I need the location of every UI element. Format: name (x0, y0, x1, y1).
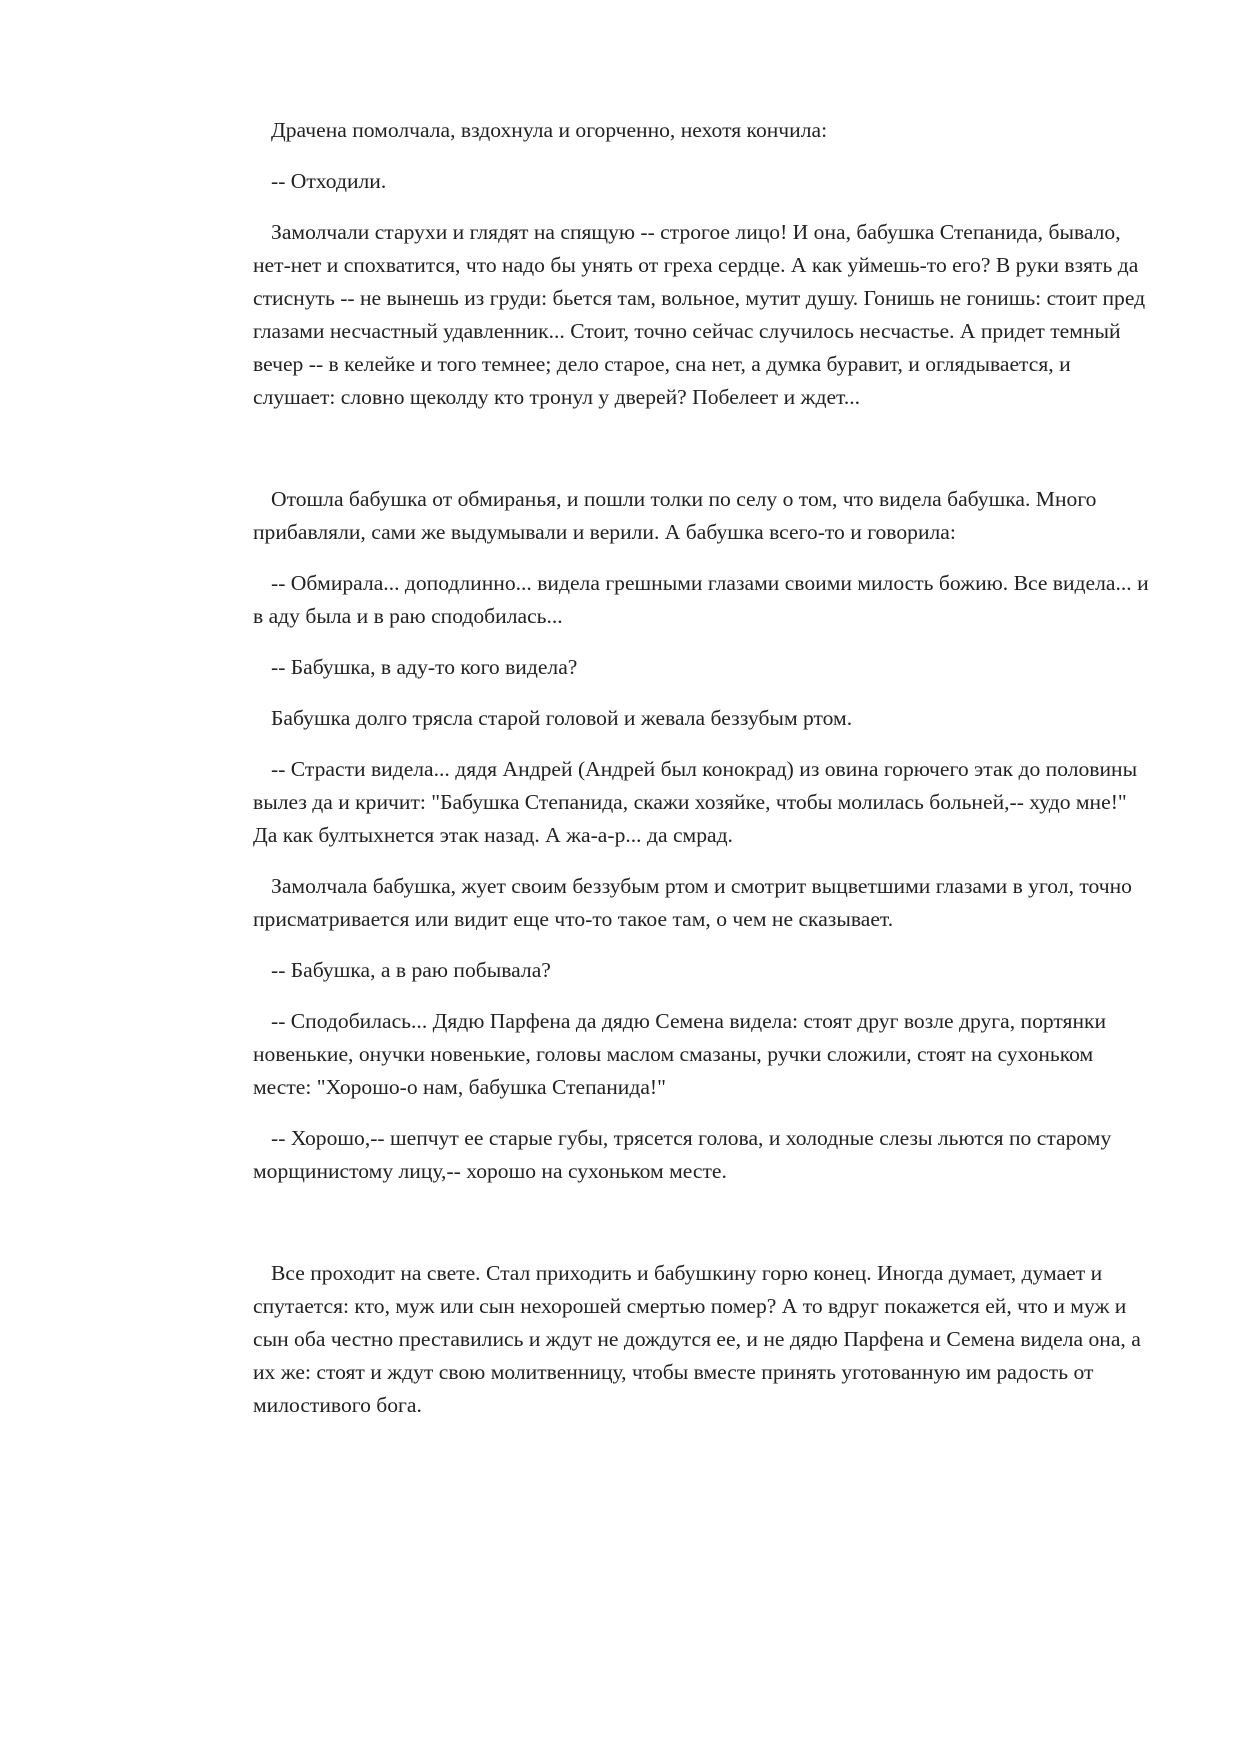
paragraph: -- Сподобилась... Дядю Парфена да дядю Семена видела: стоят друг возле друга, портянки новенькие, онучки новенькие, головы маслом смазаны, ручки сложили, стоят на сухоньком месте: "Хорошо-о нам, бабушка Степанида!" (253, 1009, 1107, 1099)
paragraph: Замолчали старухи и глядят на спящую -- строгое лицо! И она, бабушка Степанида, бывало, нет-нет и спохватится, что надо бы унять от греха сердце. А как уймешь-то его? В руки взять да стиснуть -- не вынешь из груди: бьется там, вольное, мутит душу. Гонишь не гонишь: стоит пред глазами несчастный удавленник... Стоит, точно сейчас случилось несчастье. А придет темный вечер -- в келейке и того темнее; дело старое, сна нет, а думка буравит, и оглядывается, и слушает: словно щеколду кто тронул у дверей? Побелеет и ждет... (253, 220, 1146, 409)
section-break (253, 1206, 1153, 1257)
paragraph: Все проходит на свете. Стал приходить и бабушкину горю конец. Иногда думает, думает и спутается: кто, муж или сын нехорошей смертью помер? А то вдруг покажется ей, что и муж и сын оба честно преставились и ждут не дождутся ее, и не дядю Парфена и Семена видела она, а их же: стоят и ждут свою молитвенницу, чтобы вместе принять уготованную им радость от милостивого бога. (253, 1261, 1141, 1417)
paragraph: -- Бабушка, а в раю побывала? (271, 958, 551, 982)
paragraph: Драчена помолчала, вздохнула и огорченно, нехотя кончила: (271, 118, 828, 142)
paragraph: -- Обмирала... доподлинно... видела грешными глазами своими милость божию. Все видела... и в аду была и в раю сподобилась... (253, 571, 1149, 628)
paragraph: -- Страсти видела... дядя Андрей (Андрей был конокрад) из овина горючего этак до половины вылез да и кричит: "Бабушка Степанида, скажи хозяйке, чтобы молилась больней,-- худо мне!" Да как бултыхнется этак назад. А жа-а-р... да смрад. (253, 757, 1138, 847)
paragraph: Замолчала бабушка, жует своим беззубым ртом и смотрит выцветшими глазами в угол, точно присматривается или видит еще что-то такое там, о чем не сказывает. (253, 874, 1132, 931)
paragraph: Бабушка долго трясла старой головой и жевала беззубым ртом. (271, 706, 853, 730)
paragraph: -- Бабушка, в аду-то кого видела? (271, 655, 578, 679)
paragraph: Отошла бабушка от обмиранья, и пошли толки по селу о том, что видела бабушка. Много прибавляли, сами же выдумывали и верили. А бабушка всего-то и говорила: (253, 487, 1097, 544)
text-column (253, 114, 1153, 1440)
paragraph: -- Отходили. (271, 169, 387, 193)
paragraph: -- Хорошо,-- шепчут ее старые губы, трясется голова, и холодные слезы льются по старому морщинистому лицу,-- хорошо на сухоньком месте. (253, 1126, 1112, 1183)
section-break (253, 432, 1153, 483)
